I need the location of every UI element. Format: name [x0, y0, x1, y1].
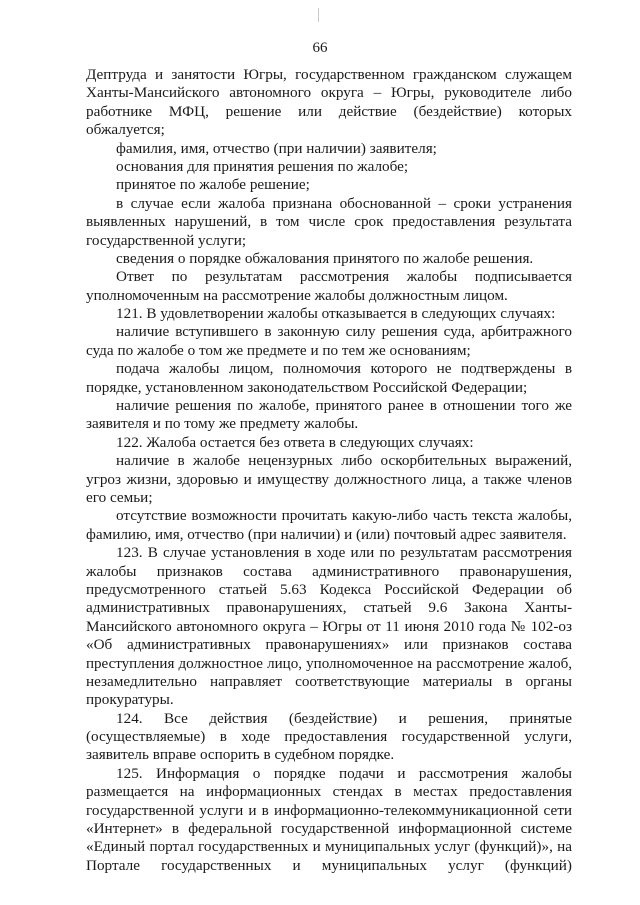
text-line: порядке, установленном законодательством Российской Федерации;	[86, 378, 528, 396]
text-line: жалобы признаков состава административного правонарушения,	[86, 562, 572, 580]
text-line: преступления должностное лицо, уполномоченное на рассмотрение жалоб,	[86, 655, 572, 672]
text-line: наличие вступившего в законную силу решения суда, арбитражного	[116, 323, 572, 341]
text-line: прокуратуры.	[86, 691, 174, 709]
text-line: фамилию, имя, отчество (при наличии) и (или) почтовый адрес заявителя.	[86, 525, 567, 543]
text-line: обжалуется;	[86, 121, 165, 139]
text-line: работнике МФЦ, решение или действие (бездействие) которых	[86, 102, 572, 120]
page-number: 66	[312, 40, 328, 56]
text-line: государственной услуги и в информационно-телекоммуникационной сети	[86, 801, 572, 819]
text-line: выявленных нарушений, в том числе срок предоставления результата	[86, 213, 572, 231]
text-line: заявителя и по тому же предмету жалобы.	[86, 415, 359, 433]
text-line: фамилия, имя, отчество (при наличии) заявителя;	[116, 139, 437, 157]
text-line: 124. Все действия (бездействие) и решения, принятые	[116, 709, 572, 727]
text-line: (осуществляемые) в ходе предоставления государственной услуги,	[86, 728, 572, 746]
text-line: «Единый портал государственных и муниципальных услуг (функций)», на	[86, 838, 572, 856]
scan-artifact	[318, 8, 319, 22]
text-line: наличие в жалобе нецензурных либо оскорбительных выражений,	[116, 452, 572, 470]
text-line: угроз жизни, здоровью и имуществу должностного лица, а также членов	[86, 470, 572, 488]
text-line: размещается на информационных стендах в местах предоставления	[86, 783, 572, 801]
text-line: 122. Жалоба остается без ответа в следующих случаях:	[116, 433, 474, 451]
text-line: уполномоченным на рассмотрение жалобы должностным лицом.	[86, 286, 508, 304]
text-line: 123. В случае установления в ходе или по результатам рассмотрения	[116, 544, 572, 562]
text-line: 121. В удовлетворении жалобы отказывается в следующих случаях:	[116, 305, 556, 323]
text-line: основания для принятия решения по жалобе;	[116, 157, 409, 175]
text-line: Мансийского автономного округа – Югры от 11 июня 2010 года № 102-оз	[86, 617, 572, 635]
text-line: заявитель вправе оспорить в судебном порядке.	[86, 746, 395, 764]
text-line: отсутствие возможности прочитать какую-либо часть текста жалобы,	[116, 507, 572, 525]
text-line: подача жалобы лицом, полномочия которого не подтверждены в	[116, 360, 572, 378]
text-line: Ханты-Мансийского автономного округа – Югры, руководителе либо	[86, 84, 572, 102]
text-line: наличие решения по жалобе, принятого ранее в отношении того же	[116, 397, 572, 415]
text-line: административных правонарушениях, статьей 9.6 Закона Ханты-	[86, 599, 572, 617]
text-line: его семьи;	[86, 488, 153, 506]
text-line: Портале государственных и муниципальных услуг (функций)	[86, 856, 572, 874]
text-line: государственной услуги;	[86, 231, 247, 249]
text-line: в случае если жалоба признана обоснованной – сроки устранения	[116, 194, 572, 212]
text-line: предусмотренного статьей 5.63 Кодекса Российской Федерации об	[86, 580, 572, 598]
text-line: Ответ по результатам рассмотрения жалобы подписывается	[116, 268, 572, 286]
text-line: Дептруда и занятости Югры, государственном гражданском служащем	[86, 66, 572, 83]
text-line: 125. Информация о порядке подачи и рассмотрения жалобы	[116, 764, 572, 782]
document-body	[86, 66, 572, 875]
text-line: незамедлительно направляет соответствующие материалы в органы	[86, 672, 572, 690]
text-line: «Об административных правонарушениях» или признаков состава	[86, 636, 572, 654]
text-line: суда по жалобе о том же предмете и по тем же основаниям;	[86, 341, 471, 359]
text-line: сведения о порядке обжалования принятого по жалобе решения.	[116, 249, 534, 267]
text-line: «Интернет» в федеральной государственной информационной системе	[86, 820, 572, 838]
text-line: принятое по жалобе решение;	[116, 176, 310, 194]
